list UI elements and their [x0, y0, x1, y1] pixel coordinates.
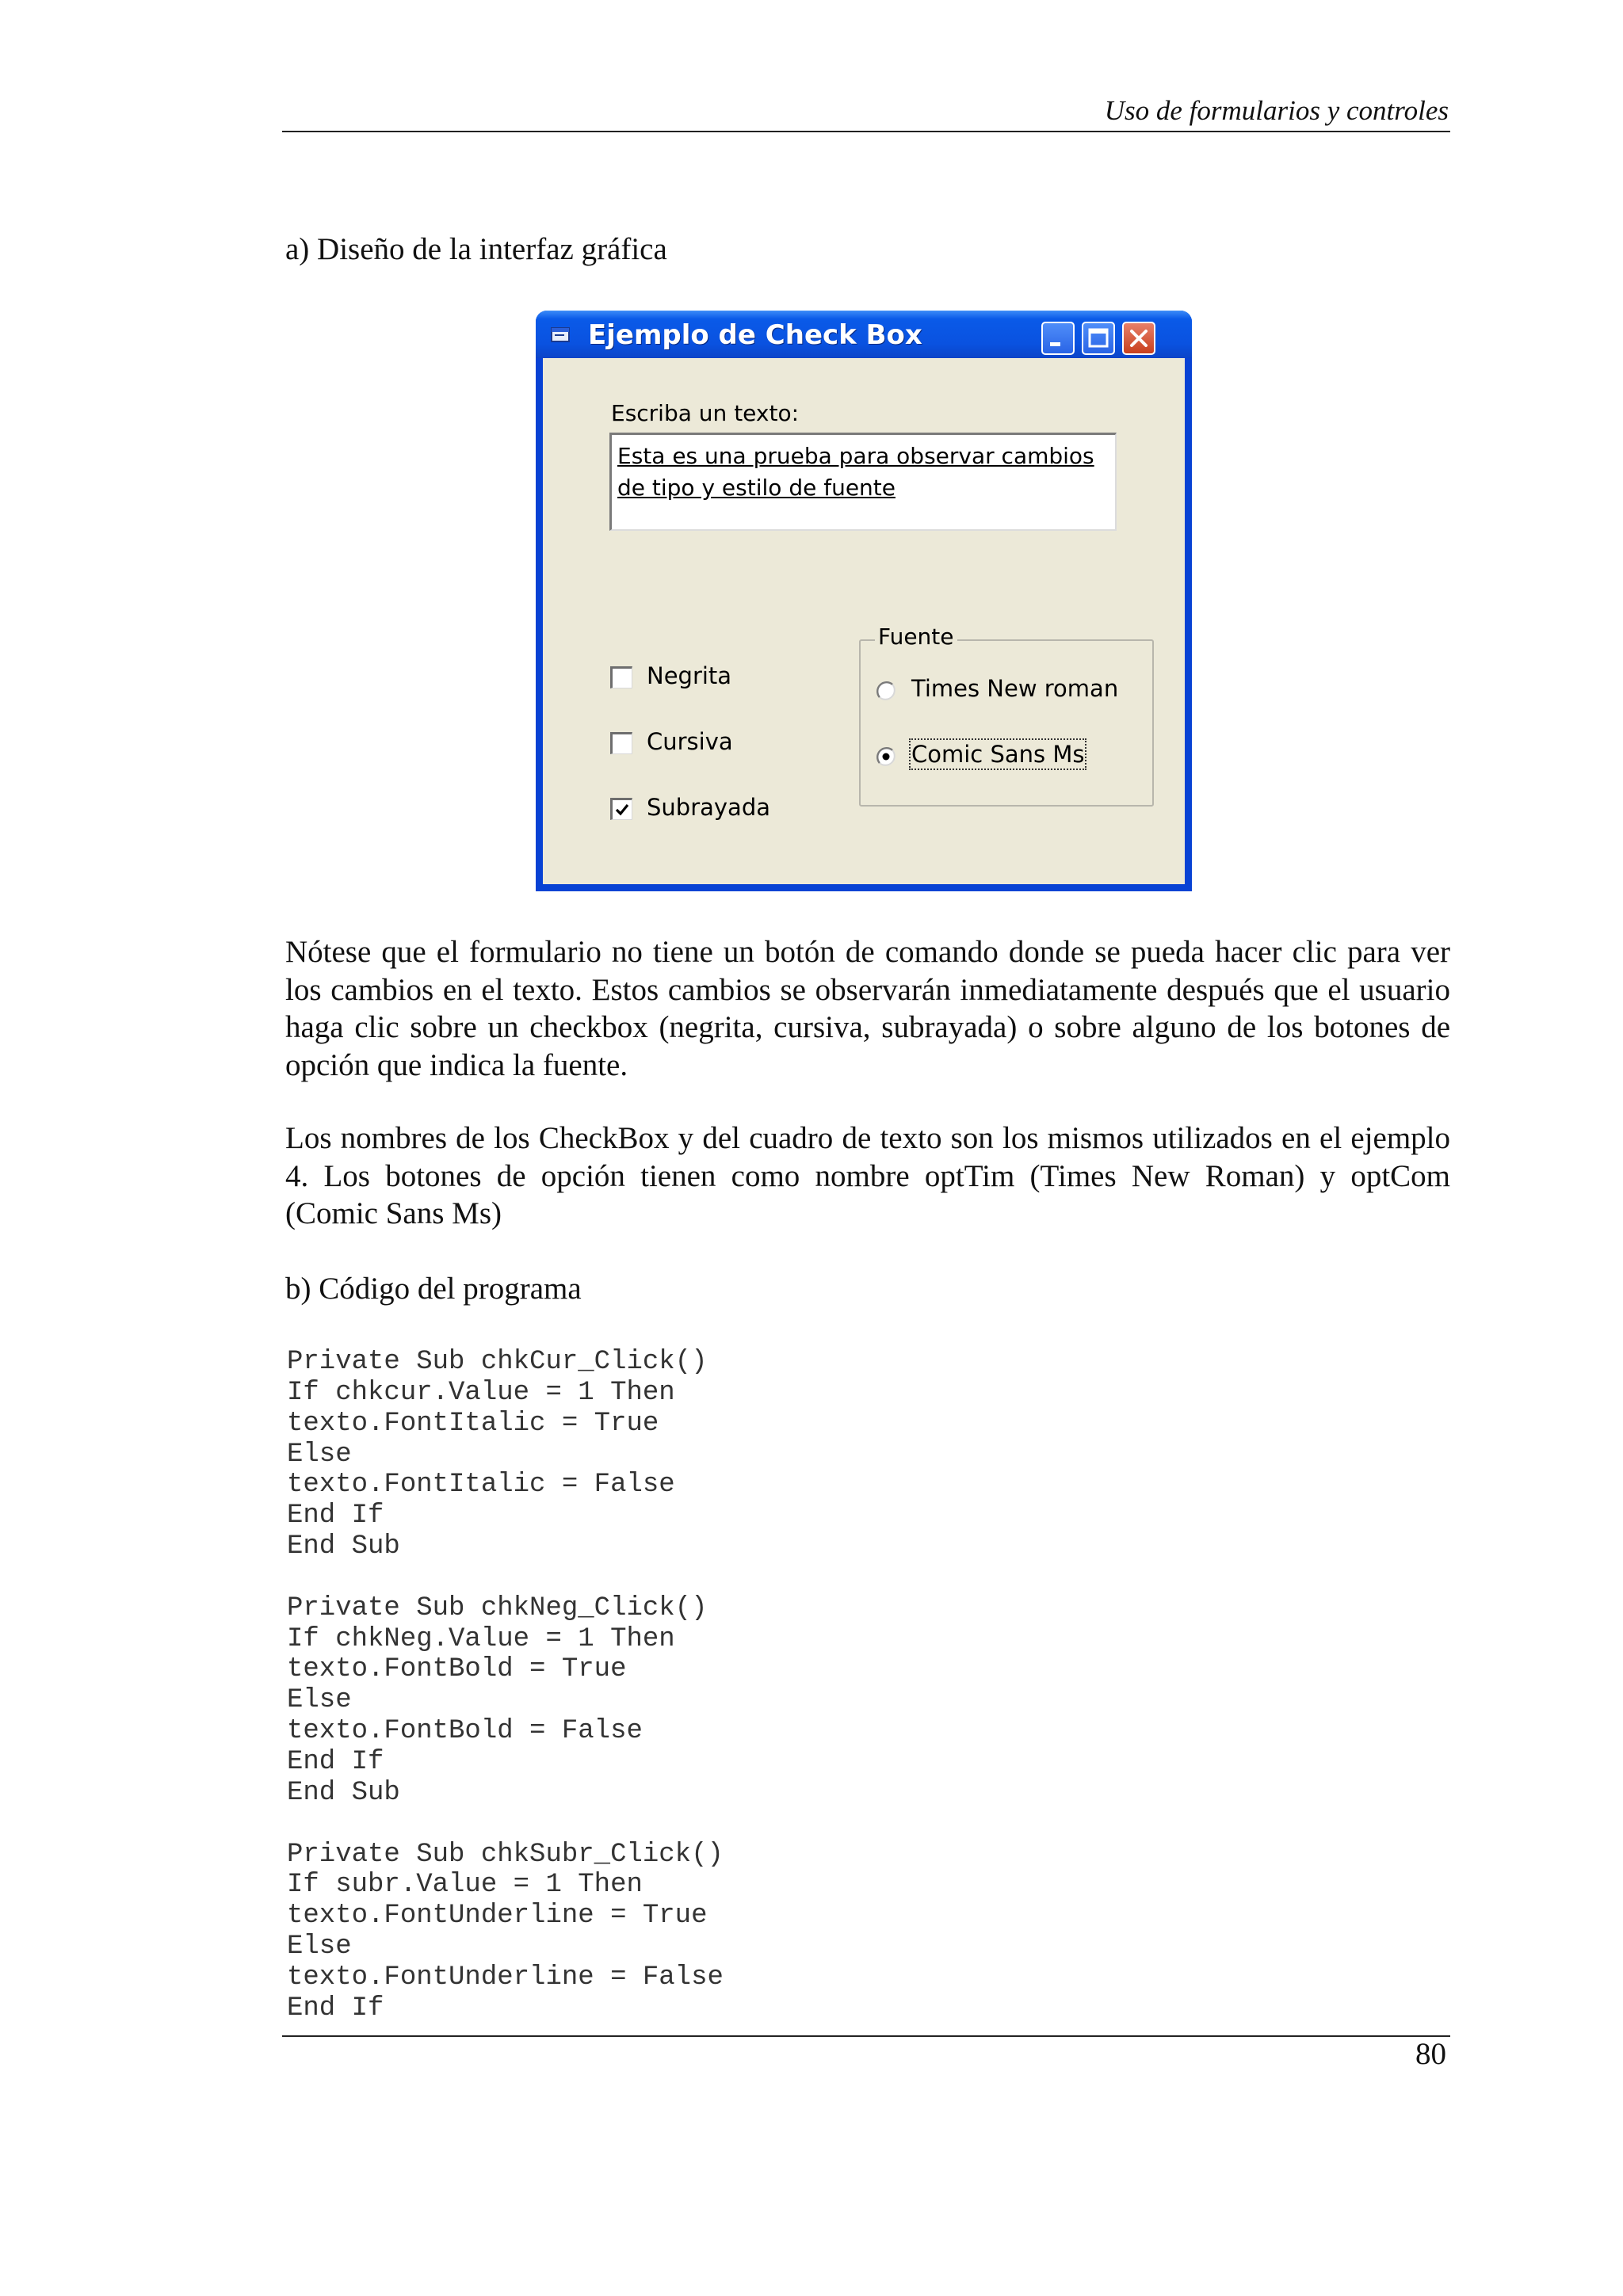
maximize-button[interactable]: [1082, 322, 1115, 355]
code-line: Else: [287, 1439, 352, 1470]
app-window-icon: [551, 326, 571, 343]
code-line: Private Sub chkNeg_Click(): [287, 1592, 708, 1623]
code-line: texto.FontUnderline = False: [287, 1962, 724, 1993]
footer-rule: [282, 2035, 1450, 2037]
checkbox-label: Cursiva: [647, 728, 733, 755]
code-line: [287, 1562, 724, 1593]
close-icon: [1124, 323, 1154, 353]
code-line: Else: [287, 1932, 352, 1962]
window-client-area: [543, 358, 1185, 884]
page-number: 80: [1415, 2037, 1446, 2071]
checkbox-box[interactable]: [610, 732, 632, 754]
text-input-value: Esta es una prueba para observar cambios de tipo y estilo de fuente: [617, 443, 1094, 501]
example-window: [536, 311, 1192, 891]
running-header: Uso de formularios y controles: [1104, 95, 1449, 126]
close-button[interactable]: [1122, 322, 1155, 355]
code-line: End Sub: [287, 1531, 400, 1562]
text-prompt-label: Escriba un texto:: [611, 400, 800, 426]
code-line: End If: [287, 1746, 384, 1777]
radio-label: Times New roman: [911, 675, 1119, 702]
code-line: End If: [287, 1501, 384, 1531]
checkmark-icon: [613, 801, 631, 818]
code-line: Private Sub chkSubr_Click(): [287, 1839, 724, 1870]
code-line: Else: [287, 1685, 352, 1716]
section-heading-a: a) Diseño de la interfaz gráfica: [285, 232, 667, 266]
code-line: If chkcur.Value = 1 Then: [287, 1377, 675, 1408]
window-title: Ejemplo de Check Box: [588, 319, 922, 351]
code-line: [287, 1809, 724, 1840]
code-line: End If: [287, 1993, 384, 2023]
code-line: texto.FontBold = False: [287, 1716, 643, 1747]
maximize-icon: [1083, 323, 1113, 353]
code-block: [287, 1347, 724, 2024]
checkbox-box[interactable]: [610, 666, 632, 688]
radio-unselected-icon[interactable]: [875, 680, 897, 702]
font-frame-legend: Fuente: [875, 624, 957, 650]
minimize-button[interactable]: [1041, 322, 1075, 355]
window-titlebar: [536, 311, 1192, 358]
text-input-box[interactable]: [609, 433, 1117, 531]
checkbox-box[interactable]: [610, 798, 632, 820]
code-line: Private Sub chkCur_Click(): [287, 1347, 708, 1377]
checkbox-label: Subrayada: [647, 794, 771, 821]
section-heading-b: b) Código del programa: [285, 1272, 582, 1306]
font-frame: [859, 624, 1154, 807]
code-line: If chkNeg.Value = 1 Then: [287, 1623, 675, 1654]
code-line: texto.FontItalic = True: [287, 1408, 659, 1439]
header-rule: [282, 131, 1450, 132]
minimize-icon: [1043, 323, 1073, 353]
paragraph: Los nombres de los CheckBox y del cuadro de texto son los mismos utilizados en el ejemplo 4. Los botones de opción tienen como nombre optTim (Times New Roman) y optCom (Comic Sans Ms): [285, 1121, 1450, 1230]
radio-selected-icon[interactable]: [875, 746, 897, 768]
paragraph: Nótese que el formulario no tiene un botón de comando donde se pueda hacer clic para ver los cambios en el texto. Estos cambios se observarán inmediatamente después que el usuario haga clic sobre un checkbox (negrita, cursiva, subrayada) o sobre alguno de los botones de opción que indica la fuente.: [285, 935, 1450, 1082]
code-line: texto.FontUnderline = True: [287, 1901, 708, 1932]
radio-label: Comic Sans Ms: [911, 741, 1085, 768]
code-line: If subr.Value = 1 Then: [287, 1870, 643, 1901]
code-line: texto.FontItalic = False: [287, 1470, 675, 1501]
code-line: End Sub: [287, 1777, 400, 1808]
checkbox-label: Negrita: [647, 662, 732, 689]
code-line: texto.FontBold = True: [287, 1654, 627, 1685]
